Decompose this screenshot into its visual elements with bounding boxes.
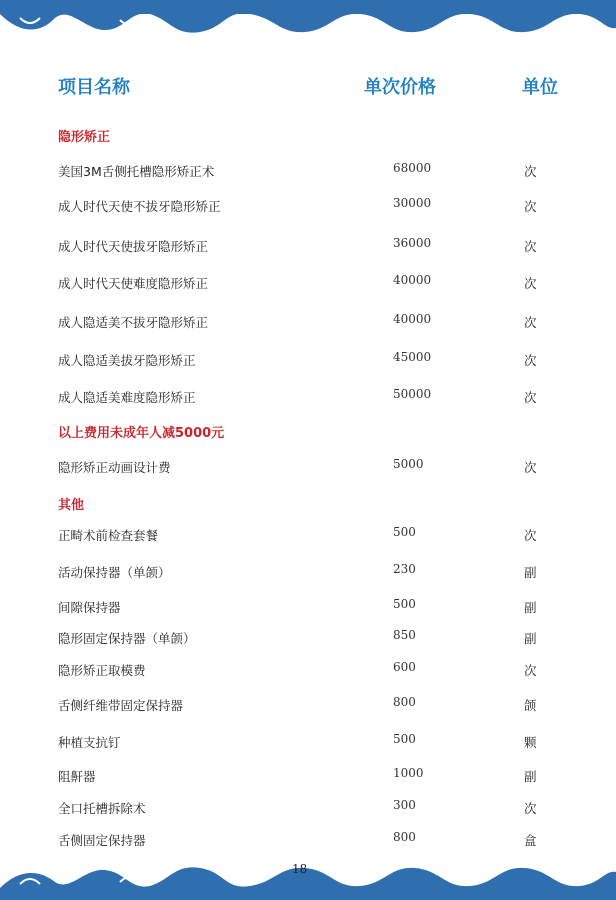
row-price: 36000: [393, 236, 432, 250]
row-name: 美国3M舌侧托槽隐形矫正术: [58, 164, 215, 179]
row-unit: 副: [524, 631, 537, 646]
row-unit: 次: [524, 199, 537, 214]
row-name: 种植支抗钉: [58, 735, 121, 750]
bottom-wave-border: [0, 848, 616, 900]
row-price: 30000: [393, 196, 432, 210]
row-name: 间隙保持器: [58, 600, 121, 615]
table-row: [0, 767, 616, 787]
row-price: 40000: [393, 312, 432, 326]
row-name: 舌侧固定保持器: [58, 833, 146, 848]
table-row: [0, 388, 616, 408]
table-row: [0, 799, 616, 819]
table-row: [0, 274, 616, 294]
row-name: 全口托槽拆除术: [58, 801, 146, 816]
row-price: 50000: [393, 387, 432, 401]
row-price: 500: [393, 732, 416, 746]
section-title-other: 其他: [58, 498, 85, 513]
table-row: [0, 162, 616, 182]
top-wave-border: [0, 0, 616, 44]
row-unit: 次: [524, 315, 537, 330]
row-price: 40000: [393, 273, 432, 287]
row-price: 800: [393, 695, 416, 709]
table-row: [0, 197, 616, 217]
row-price: 45000: [393, 350, 432, 364]
table-row: [0, 696, 616, 716]
row-unit: 次: [524, 663, 537, 678]
row-price: 230: [393, 562, 416, 576]
row-price: 5000: [393, 457, 424, 471]
table-row: [0, 563, 616, 583]
table-row: [0, 313, 616, 333]
row-unit: 副: [524, 600, 537, 615]
row-price: 300: [393, 798, 416, 812]
table-row: [0, 526, 616, 546]
row-name: 成人时代天使难度隐形矫正: [58, 276, 209, 291]
row-name: 正畸术前检查套餐: [58, 528, 159, 543]
row-price: 500: [393, 597, 416, 611]
row-price: 800: [393, 830, 416, 844]
column-header-price: 单次价格: [364, 77, 436, 98]
row-unit: 颗: [524, 735, 537, 750]
row-price: 1000: [393, 766, 424, 780]
section-title-invisible: 隐形矫正: [58, 130, 111, 145]
table-row: [0, 629, 616, 649]
row-unit: 副: [524, 565, 537, 580]
discount-note: 以上费用未成年人减5000元: [58, 426, 225, 441]
row-name: 隐形固定保持器（单颌）: [58, 631, 196, 646]
table-row: [0, 598, 616, 618]
row-unit: 盒: [524, 833, 537, 848]
row-name: 成人隐适美难度隐形矫正: [58, 390, 196, 405]
row-name: 阻鼾器: [58, 769, 96, 784]
row-price: 500: [393, 525, 416, 539]
row-name: 成人时代天使拔牙隐形矫正: [58, 239, 209, 254]
page-number: 18: [292, 862, 308, 876]
table-row: [0, 661, 616, 681]
row-unit: 次: [524, 353, 537, 368]
row-name: 成人隐适美不拔牙隐形矫正: [58, 315, 209, 330]
row-price: 850: [393, 628, 416, 642]
table-row: [0, 458, 616, 478]
row-unit: 次: [524, 801, 537, 816]
row-price: 68000: [393, 161, 432, 175]
row-name: 隐形矫正动画设计费: [58, 460, 171, 475]
table-row: [0, 733, 616, 753]
table-row: [0, 351, 616, 371]
row-name: 舌侧纤维带固定保持器: [58, 698, 184, 713]
row-unit: 次: [524, 528, 537, 543]
row-unit: 颌: [524, 698, 537, 713]
row-name: 活动保持器（单颌）: [58, 565, 171, 580]
column-header-name: 项目名称: [58, 77, 130, 98]
table-row: [0, 237, 616, 257]
row-unit: 次: [524, 390, 537, 405]
row-unit: 次: [524, 276, 537, 291]
column-header-unit: 单位: [522, 77, 558, 98]
row-unit: 次: [524, 164, 537, 179]
row-unit: 副: [524, 769, 537, 784]
row-name: 成人隐适美拔牙隐形矫正: [58, 353, 196, 368]
row-name: 成人时代天使不拔牙隐形矫正: [58, 199, 221, 214]
row-unit: 次: [524, 239, 537, 254]
row-price: 600: [393, 660, 416, 674]
row-unit: 次: [524, 460, 537, 475]
row-name: 隐形矫正取模费: [58, 663, 146, 678]
